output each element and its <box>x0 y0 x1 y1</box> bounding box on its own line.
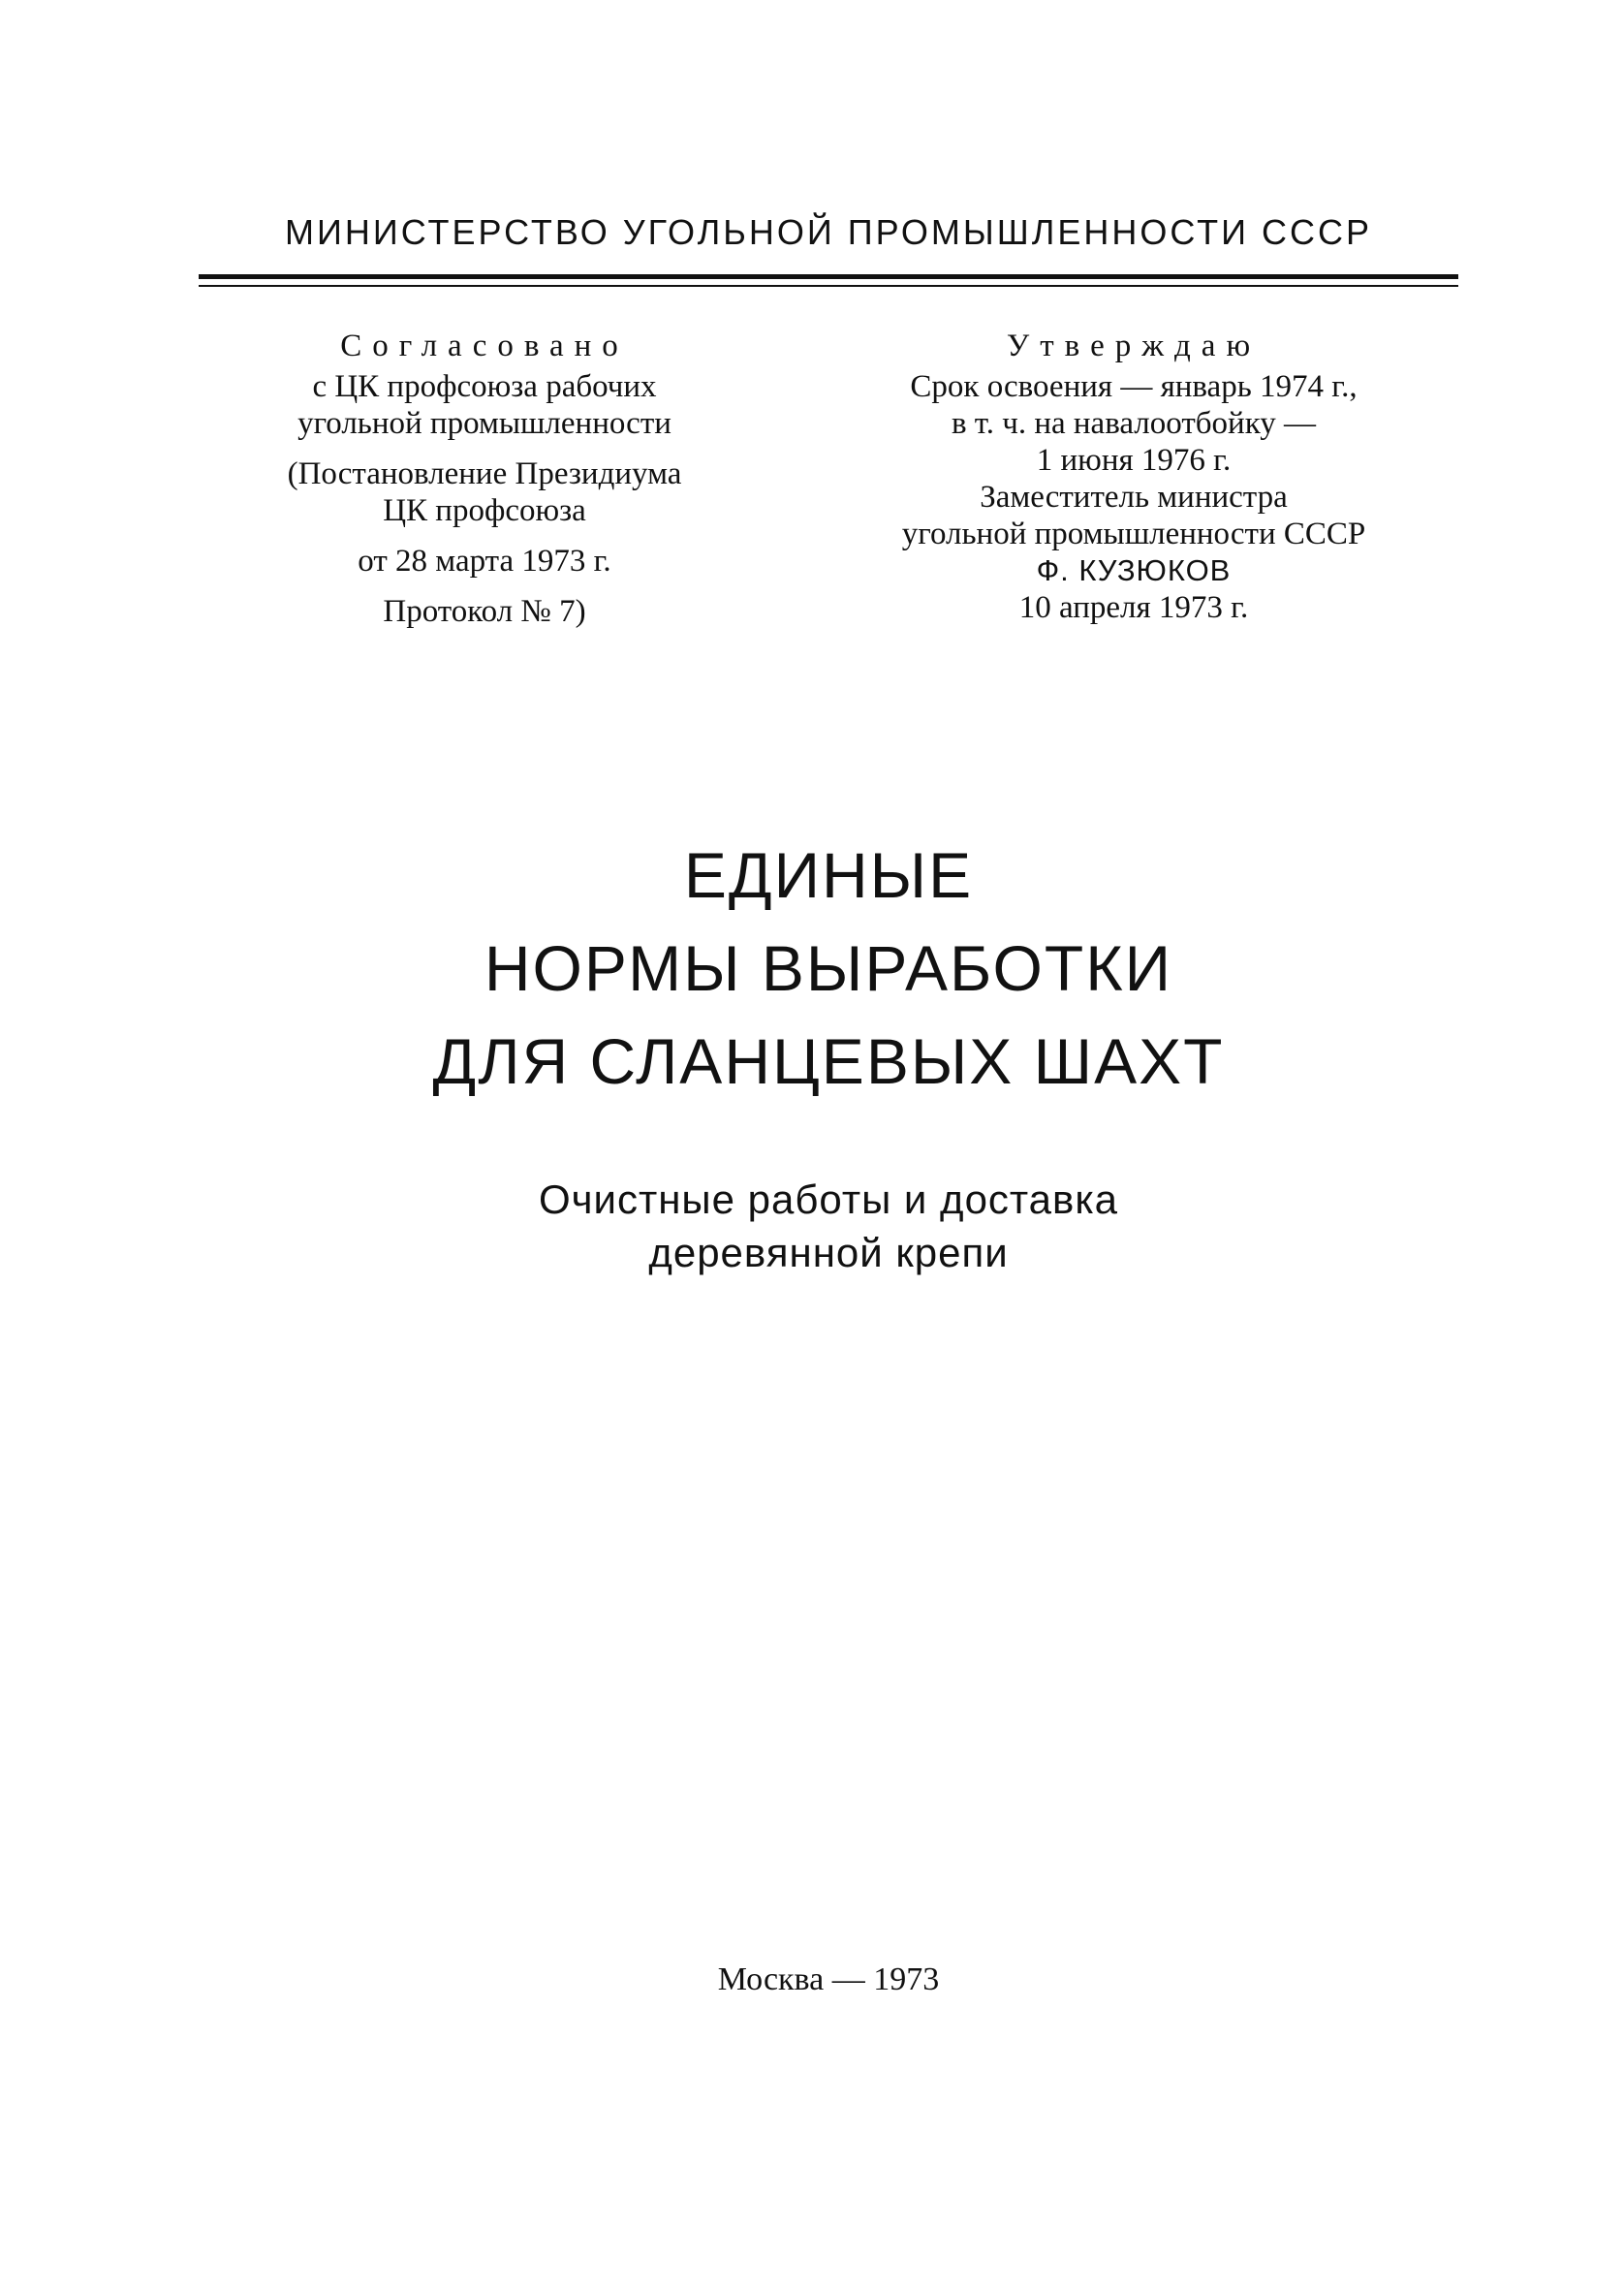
title-line: ЕДИНЫЕ <box>683 839 974 911</box>
header-rule-thick <box>199 274 1458 279</box>
agreed-line: с ЦК профсоюза рабочих <box>312 369 657 404</box>
agreed-line: угольной промышленности <box>297 406 671 441</box>
approved-line: угольной промышленности СССР <box>901 517 1366 551</box>
publication-imprint: Москва — 1973 <box>717 1961 940 1997</box>
agreed-heading: Согласовано <box>340 329 629 363</box>
approved-date: 10 апреля 1973 г. <box>1018 590 1249 625</box>
document-subtitle <box>291 1173 1366 1279</box>
agreed-date: от 28 марта 1973 г. <box>358 544 611 579</box>
agreed-protocol: Протокол № 7) <box>383 594 586 629</box>
approved-line: 1 июня 1976 г. <box>1036 443 1232 478</box>
header-rule-thin <box>199 285 1458 287</box>
subtitle-line: Очистные работы и доставка <box>538 1176 1119 1222</box>
title-line: ДЛЯ СЛАНЦЕВЫХ ШАХТ <box>432 1025 1225 1097</box>
approved-line: Заместитель министра <box>980 480 1288 515</box>
approved-line: Срок освоения — январь 1974 г., <box>910 369 1358 404</box>
approval-agreed-block <box>213 328 756 630</box>
title-line: НОРМЫ ВЫРАБОТКИ <box>484 932 1173 1004</box>
agreed-line: (Постановление Президиума <box>287 456 682 491</box>
approval-approved-block <box>814 328 1453 626</box>
document-title <box>194 829 1463 1108</box>
approved-line: в т. ч. на навалоотбойку — <box>951 406 1317 441</box>
agreed-line: ЦК профсоюза <box>383 493 586 528</box>
approved-heading: Утверждаю <box>1006 329 1262 363</box>
ministry-header: МИНИСТЕРСТВО УГОЛЬНОЙ ПРОМЫШЛЕННОСТИ СССР <box>284 212 1373 252</box>
subtitle-line: деревянной крепи <box>648 1230 1009 1275</box>
approver-name: Ф. КУЗЮКОВ <box>1036 553 1232 587</box>
